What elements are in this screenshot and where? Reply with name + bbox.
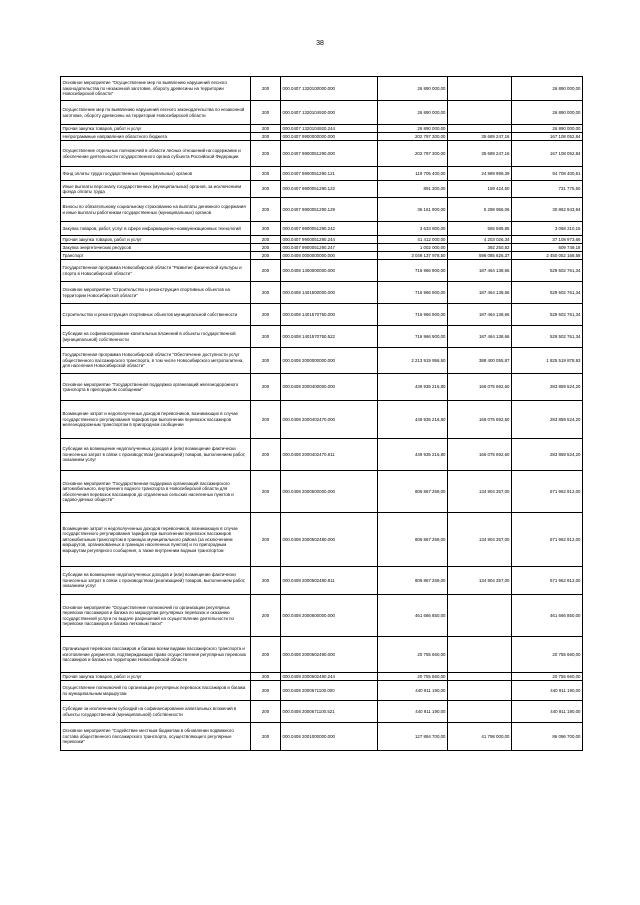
admin-code-cell: 200: [251, 167, 281, 181]
admin-code-cell: 200: [251, 471, 281, 513]
total-amount-cell: 449 935 216,80: [378, 374, 448, 401]
admin-code-cell: 200: [251, 637, 281, 673]
federal-amount-cell: 187 464 138,66: [448, 326, 512, 348]
expense-name-cell: Основное мероприятие "Осуществление мер по выявлению нарушений лесного законодательства по незаконной заготовке, обороту древесины на территории Новосибирской области": [61, 77, 251, 101]
table-row: [61, 222, 583, 236]
admin-code-cell: 200: [251, 723, 281, 751]
table-row: [61, 595, 583, 637]
regional-amount-cell: 440 911 190,00: [512, 701, 583, 723]
federal-amount-cell: 134 904 357,00: [448, 471, 512, 513]
expense-name-cell: Основное мероприятие "Государственная поддержка организаций железнодорожного транспорта в пригородном сообщении": [61, 374, 251, 401]
classification-code-cell: 000.0407 9900051290.247: [281, 244, 378, 252]
classification-code-cell: 000.0408 2000502480.811: [281, 567, 378, 595]
expense-name-cell: Субсидии на возмещение недополученных доходов и (или) возмещение фактически понесенных затрат в связи с производством (реализацией) товаров, выполнением работ, оказанием услуг: [61, 439, 251, 471]
expense-name-cell: Прочая закупка товаров, работ и услуг: [61, 673, 251, 681]
admin-code-cell: 200: [251, 701, 281, 723]
expense-name-cell: Основное мероприятие "Строительство и реконструкция спортивных объектов на территории Новосибирской области": [61, 282, 251, 304]
classification-code-cell: 000.0408 2000000000.000: [281, 348, 378, 374]
total-amount-cell: 20 755 660,00: [378, 637, 448, 673]
classification-code-cell: 000.0408 2000602490.244: [281, 673, 378, 681]
admin-code-cell: 200: [251, 125, 281, 133]
total-amount-cell: 806 867 269,00: [378, 471, 448, 513]
admin-code-cell: 200: [251, 101, 281, 125]
total-amount-cell: 891 300,00: [378, 181, 448, 198]
expense-name-cell: Субсидии на софинансирование капитальных вложений в объекты государственной (муниципальной) собственности: [61, 326, 251, 348]
total-amount-cell: 806 867 269,00: [378, 513, 448, 567]
federal-amount-cell: 166 075 692,60: [448, 439, 512, 471]
regional-amount-cell: 529 502 761,34: [512, 260, 583, 282]
admin-code-cell: 200: [251, 222, 281, 236]
expense-name-cell: Субсидии на возмещение недополученных доходов и (или) возмещение фактически понесенных затрат в связи с производством (реализацией) товаров, выполнением работ, оказанием услуг: [61, 567, 251, 595]
budget-table: [60, 76, 583, 751]
admin-code-cell: 200: [251, 252, 281, 260]
table-row: [61, 141, 583, 167]
federal-amount-cell: 166 075 692,60: [448, 401, 512, 439]
regional-amount-cell: 30 862 943,94: [512, 198, 583, 222]
regional-amount-cell: 1 825 519 878,93: [512, 348, 583, 374]
table-row: [61, 637, 583, 673]
classification-code-cell: 000.0407 9900051290.000: [281, 141, 378, 167]
admin-code-cell: 200: [251, 304, 281, 326]
classification-code-cell: 000.0408 2000600000.000: [281, 595, 378, 637]
federal-amount-cell: 166 075 692,60: [448, 374, 512, 401]
table-row: [61, 167, 583, 181]
table-row: [61, 282, 583, 304]
regional-amount-cell: 529 502 761,34: [512, 326, 583, 348]
total-amount-cell: 3 633 800,00: [378, 222, 448, 236]
classification-code-cell: 000.0408 2000400000.000: [281, 374, 378, 401]
classification-code-cell: 000.0408 2001000000.000: [281, 723, 378, 751]
table-row: [61, 252, 583, 260]
total-amount-cell: 449 935 216,80: [378, 401, 448, 439]
admin-code-cell: 200: [251, 595, 281, 637]
federal-amount-cell: 5 298 956,06: [448, 198, 512, 222]
total-amount-cell: 36 161 900,00: [378, 198, 448, 222]
regional-amount-cell: 731 775,50: [512, 181, 583, 198]
regional-amount-cell: 2 450 052 168,58: [512, 252, 583, 260]
total-amount-cell: 26 890 000,00: [378, 125, 448, 133]
table-row: [61, 326, 583, 348]
expense-name-cell: Иные выплаты персоналу государственных (муниципальных) органов, за исключением фонда оплаты труда: [61, 181, 251, 198]
table-row: [61, 401, 583, 439]
federal-amount-cell: 159 424,50: [448, 181, 512, 198]
regional-amount-cell: 529 502 761,34: [512, 304, 583, 326]
expense-name-cell: Осуществление отдельных полномочий в области лесных отношений на содержание и обеспечение деятельности государственного органа субъекта Российской Федерации: [61, 141, 251, 167]
total-amount-cell: 3 049 137 978,50: [378, 252, 448, 260]
table-row: [61, 374, 583, 401]
federal-amount-cell: [448, 637, 512, 673]
table-row: [61, 701, 583, 723]
federal-amount-cell: 35 689 247,16: [448, 133, 512, 141]
federal-amount-cell: [448, 125, 512, 133]
regional-amount-cell: 26 890 000,00: [512, 125, 583, 133]
table-row: [61, 101, 583, 125]
admin-code-cell: 200: [251, 77, 281, 101]
admin-code-cell: 200: [251, 181, 281, 198]
federal-amount-cell: 187 464 138,66: [448, 282, 512, 304]
regional-amount-cell: 671 962 912,00: [512, 471, 583, 513]
regional-amount-cell: 86 096 700,00: [512, 723, 583, 751]
total-amount-cell: 2 213 919 956,50: [378, 348, 448, 374]
classification-code-cell: 000.0407 9900051290.244: [281, 236, 378, 244]
expense-name-cell: Транспорт: [61, 252, 251, 260]
federal-amount-cell: 4 203 026,34: [448, 236, 512, 244]
federal-amount-cell: [448, 701, 512, 723]
classification-code-cell: 000.0407 9900051290.121: [281, 167, 378, 181]
regional-amount-cell: 37 108 973,66: [512, 236, 583, 244]
total-amount-cell: 461 666 850,00: [378, 595, 448, 637]
total-amount-cell: 41 412 000,00: [378, 236, 448, 244]
table-row: [61, 567, 583, 595]
total-amount-cell: 26 890 000,00: [378, 77, 448, 101]
federal-amount-cell: [448, 595, 512, 637]
budget-table-body: [61, 77, 583, 751]
classification-code-cell: 000.0408 0000000000.000: [281, 252, 378, 260]
admin-code-cell: 200: [251, 326, 281, 348]
classification-code-cell: 000.0408 2000502480.000: [281, 513, 378, 567]
total-amount-cell: 716 966 900,00: [378, 282, 448, 304]
admin-code-cell: 200: [251, 673, 281, 681]
regional-amount-cell: 529 502 761,34: [512, 282, 583, 304]
table-row: [61, 673, 583, 681]
table-row: [61, 681, 583, 701]
regional-amount-cell: 167 108 052,84: [512, 133, 583, 141]
total-amount-cell: 20 755 660,00: [378, 673, 448, 681]
regional-amount-cell: 671 962 912,00: [512, 567, 583, 595]
regional-amount-cell: 283 859 524,20: [512, 374, 583, 401]
federal-amount-cell: 24 989 999,39: [448, 167, 512, 181]
expense-name-cell: Непрограммные направления областного бюджета: [61, 133, 251, 141]
regional-amount-cell: 609 749,18: [512, 244, 583, 252]
admin-code-cell: 200: [251, 681, 281, 701]
classification-code-cell: 000.0408 2000671100.521: [281, 701, 378, 723]
regional-amount-cell: 26 890 000,00: [512, 77, 583, 101]
expense-name-cell: Основное мероприятие "Государственная поддержка организаций пассажирского автомобильного, внутреннего водного транспорта в Новосибирской области для обеспечения перевозок пассажиров до отдаленных сельских населенных пунктов и садово-дачных обществ": [61, 471, 251, 513]
admin-code-cell: 200: [251, 236, 281, 244]
federal-amount-cell: 388 400 055,87: [448, 348, 512, 374]
total-amount-cell: 202 797 300,00: [378, 133, 448, 141]
federal-amount-cell: 134 904 357,00: [448, 513, 512, 567]
total-amount-cell: 716 966 900,00: [378, 326, 448, 348]
expense-name-cell: Организация перевозок пассажиров и багажа всеми видами пассажирского транспорта и изготовление документов, подтверждающих право осуществления регулярных перевозок пассажиров и багажа на территории Новосибирской области: [61, 637, 251, 673]
regional-amount-cell: 440 911 190,00: [512, 681, 583, 701]
classification-code-cell: 000.0407 1320100000.000: [281, 77, 378, 101]
expense-name-cell: Прочая закупка товаров, работ и услуг: [61, 125, 251, 133]
federal-amount-cell: [448, 101, 512, 125]
federal-amount-cell: [448, 673, 512, 681]
table-row: [61, 723, 583, 751]
federal-amount-cell: [448, 681, 512, 701]
classification-code-cell: 000.0407 9900051290.242: [281, 222, 378, 236]
federal-amount-cell: 35 689 247,16: [448, 141, 512, 167]
regional-amount-cell: 461 666 850,00: [512, 595, 583, 637]
regional-amount-cell: 167 108 052,84: [512, 141, 583, 167]
classification-code-cell: 000.0407 1320104920.000: [281, 101, 378, 125]
total-amount-cell: 202 797 300,00: [378, 141, 448, 167]
regional-amount-cell: 26 890 000,00: [512, 101, 583, 125]
federal-amount-cell: 187 464 138,66: [448, 260, 512, 282]
classification-code-cell: 000.0408 2000402470.811: [281, 439, 378, 471]
regional-amount-cell: 20 755 660,00: [512, 637, 583, 673]
total-amount-cell: 1 002 000,00: [378, 244, 448, 252]
table-row: [61, 244, 583, 252]
federal-amount-cell: 392 250,82: [448, 244, 512, 252]
admin-code-cell: 200: [251, 282, 281, 304]
table-row: [61, 513, 583, 567]
table-row: [61, 133, 583, 141]
expense-name-cell: Возмещение затрат и недополученных доходов перевозчиков, возникающих в случае государственного регулирования тарифов при выполнении перевозок пассажиров автомобильным транспортом в границах муниципального района (за исключением маршрутов, организованных в границах населенных пунктов) и по пригородным маршрутам регулярного сообщения, а также внутренним водным транспортом: [61, 513, 251, 567]
admin-code-cell: 200: [251, 439, 281, 471]
federal-amount-cell: 187 464 138,66: [448, 304, 512, 326]
table-row: [61, 198, 583, 222]
admin-code-cell: 200: [251, 260, 281, 282]
classification-code-cell: 000.0407 1320104920.244: [281, 125, 378, 133]
total-amount-cell: 440 911 190,00: [378, 701, 448, 723]
table-row: [61, 77, 583, 101]
table-row: [61, 260, 583, 282]
expense-name-cell: Государственная программа Новосибирской области "Обеспечение доступности услуг общественного пассажирского транспорта, в том числе Новосибирского метрополитена, для населения Новосибирской области": [61, 348, 251, 374]
page-number: 38: [316, 40, 324, 47]
table-row: [61, 439, 583, 471]
admin-code-cell: 200: [251, 244, 281, 252]
regional-amount-cell: 283 859 524,20: [512, 401, 583, 439]
expense-name-cell: Основное мероприятие "Осуществление полномочий по организации регулярных перевозок пассажиров и багажа по маршрутам регулярных перевозок и оказанию государственной услуги по выдаче разрешений на осуществление деятельности по перевозке пассажиров и багажа легковым такси": [61, 595, 251, 637]
expense-name-cell: Строительство и реконструкция спортивных объектов муниципальной собственности: [61, 304, 251, 326]
regional-amount-cell: 20 755 660,00: [512, 673, 583, 681]
classification-code-cell: 000.0407 9900000000.000: [281, 133, 378, 141]
expense-name-cell: Возмещение затрат и недополученных доходов перевозчиков, возникающих в случае государственного регулирования тарифов при выполнении перевозок пассажиров железнодорожным транспортом в пригородном сообщении: [61, 401, 251, 439]
classification-code-cell: 000.0407 9900051290.122: [281, 181, 378, 198]
regional-amount-cell: 94 708 400,61: [512, 167, 583, 181]
federal-amount-cell: [448, 77, 512, 101]
regional-amount-cell: 283 859 524,20: [512, 439, 583, 471]
classification-code-cell: 000.0408 2000500000.000: [281, 471, 378, 513]
federal-amount-cell: 41 798 000,00: [448, 723, 512, 751]
total-amount-cell: 806 867 269,00: [378, 567, 448, 595]
expense-name-cell: Взносы по обязательному социальному страхованию на выплаты денежного содержания и иные выплаты работникам государственных (муниципальных) органов: [61, 198, 251, 222]
classification-code-cell: 000.0408 2000602490.000: [281, 637, 378, 673]
admin-code-cell: 200: [251, 198, 281, 222]
admin-code-cell: 200: [251, 348, 281, 374]
admin-code-cell: 200: [251, 401, 281, 439]
admin-code-cell: 200: [251, 133, 281, 141]
expense-name-cell: Закупка энергетических ресурсов: [61, 244, 251, 252]
classification-code-cell: 000.0408 1401570750.522: [281, 326, 378, 348]
expense-name-cell: Осуществление мер по выявлению нарушений лесного законодательства по незаконной заготовке, обороту древесины на территории Новосибирской области: [61, 101, 251, 125]
total-amount-cell: 127 894 700,00: [378, 723, 448, 751]
admin-code-cell: 200: [251, 374, 281, 401]
classification-code-cell: 000.0408 2000402470.000: [281, 401, 378, 439]
classification-code-cell: 000.0408 2000671100.000: [281, 681, 378, 701]
expense-name-cell: Прочая закупка товаров, работ и услуг: [61, 236, 251, 244]
federal-amount-cell: 565 589,85: [448, 222, 512, 236]
regional-amount-cell: 671 962 912,00: [512, 513, 583, 567]
table-row: [61, 304, 583, 326]
total-amount-cell: 716 966 900,00: [378, 260, 448, 282]
table-row: [61, 471, 583, 513]
admin-code-cell: 200: [251, 567, 281, 595]
regional-amount-cell: 3 068 210,15: [512, 222, 583, 236]
table-row: [61, 348, 583, 374]
federal-amount-cell: 598 085 626,37: [448, 252, 512, 260]
expense-name-cell: Субсидии за исключением субсидий на софинансирование капитальных вложений в объекты государственной (муниципальной) собственности: [61, 701, 251, 723]
total-amount-cell: 716 966 900,00: [378, 304, 448, 326]
total-amount-cell: 26 890 000,00: [378, 101, 448, 125]
expense-name-cell: Основное мероприятие "Содействие местным бюджетам в обновлении подвижного состава общественного пассажирского транспорта, осуществляющего регулярные перевозки": [61, 723, 251, 751]
admin-code-cell: 200: [251, 141, 281, 167]
total-amount-cell: 119 705 400,00: [378, 167, 448, 181]
expense-name-cell: Фонд оплаты труда государственных (муниципальных) органов: [61, 167, 251, 181]
federal-amount-cell: 134 904 357,00: [448, 567, 512, 595]
total-amount-cell: 449 935 216,80: [378, 439, 448, 471]
admin-code-cell: 200: [251, 513, 281, 567]
classification-code-cell: 000.0407 9900051290.129: [281, 198, 378, 222]
expense-name-cell: Осуществление полномочий по организации регулярных перевозок пассажиров и багажа по муниципальным маршрутам: [61, 681, 251, 701]
total-amount-cell: 440 911 190,00: [378, 681, 448, 701]
table-row: [61, 125, 583, 133]
table-row: [61, 181, 583, 198]
classification-code-cell: 000.0408 1401570750.000: [281, 304, 378, 326]
expense-name-cell: Закупка товаров, работ, услуг в сфере информационно-коммуникационных технологий: [61, 222, 251, 236]
table-row: [61, 236, 583, 244]
expense-name-cell: Государственная программа Новосибирской области "Развитие физической культуры и спорта в Новосибирской области": [61, 260, 251, 282]
classification-code-cell: 000.0408 1401500000.000: [281, 282, 378, 304]
classification-code-cell: 000.0408 1400000000.000: [281, 260, 378, 282]
